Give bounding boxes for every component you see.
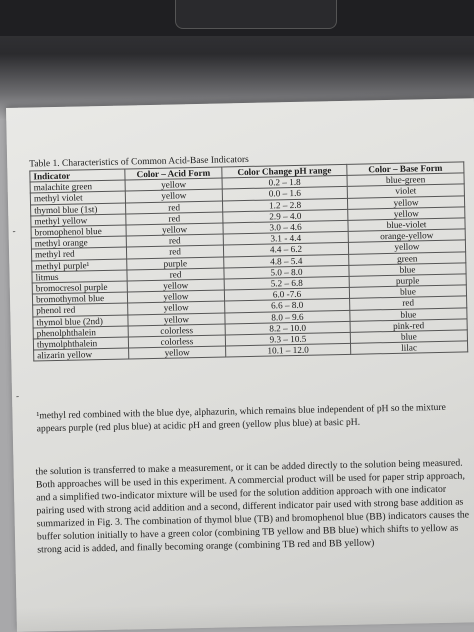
base-color-cell: orange-yellow — [348, 229, 465, 243]
base-color-cell: pink-red — [350, 319, 467, 333]
base-color-cell: blue — [350, 330, 467, 344]
indicator-name-cell: methyl yellow — [31, 214, 126, 227]
indicator-name-cell: methyl orange — [31, 236, 126, 249]
ph-range-cell: 0.2 – 1.8 — [222, 176, 347, 190]
base-color-cell: blue — [350, 308, 467, 322]
ph-range-cell: 4.4 – 6.2 — [223, 243, 348, 257]
page-shadow — [16, 598, 474, 632]
base-color-cell: lilac — [351, 341, 468, 355]
ph-range-cell: 4.8 – 5.4 — [224, 254, 349, 268]
body-paragraph: the solution is transferred to make a measurement, or it can be added directly to the solution being measured. Both approaches will be used in this experiment. A commercial product will be used for paper strip approach, and a simplified two-indicator mixture will be used for the solution addition approach with one indicator pairing used with strong acid addition and a second, different indicator pair used with strong base addition as summarized in Fig. 3. The combination of thymol blue (TB) and bromophenol blue (BB) indicators causes the buffer solution initially to have a green color (combining TB yellow and BB blue) which shifts to yellow as strong acid is added, and finally becoming orange (combining TB red and BB yellow) — [35, 457, 470, 556]
indicator-name-cell: thymol blue (1st) — [31, 203, 126, 216]
acid-color-cell: red — [126, 245, 223, 258]
indicator-table — [29, 161, 468, 362]
acid-color-cell: red — [126, 234, 223, 247]
ph-range-cell: 8.2 – 10.0 — [225, 321, 350, 335]
indicator-name-cell: bromothymol blue — [32, 292, 127, 305]
base-color-cell: blue — [349, 285, 466, 299]
base-color-cell: purple — [349, 274, 466, 288]
acid-color-cell: red — [126, 212, 223, 225]
ph-range-cell: 5.0 – 8.0 — [224, 265, 349, 279]
indicator-name-cell: bromophenol blue — [31, 225, 126, 238]
ph-range-cell: 10.1 – 12.0 — [226, 344, 351, 358]
base-color-cell: violet — [347, 184, 464, 198]
header-ph-range: Color Change pH range — [222, 164, 347, 178]
acid-color-cell: colorless — [128, 335, 225, 348]
ph-range-cell: 3.1 - 4.4 — [223, 232, 348, 246]
base-color-cell: yellow — [347, 196, 464, 210]
acid-color-cell: yellow — [125, 189, 222, 202]
base-color-cell: yellow — [348, 240, 465, 254]
acid-color-cell: yellow — [125, 178, 222, 191]
document-page — [6, 98, 474, 632]
indicator-name-cell: phenolphthalein — [33, 326, 128, 339]
margin-mark: - — [15, 390, 20, 401]
header-indicator: Indicator — [30, 169, 125, 182]
acid-color-cell: yellow — [129, 346, 226, 359]
indicator-name-cell: malachite green — [30, 180, 125, 193]
indicator-name-cell: methyl purple¹ — [32, 259, 127, 272]
header-base-color: Color – Base Form — [347, 162, 464, 176]
indicator-name-cell: methyl red — [31, 247, 126, 260]
ph-range-cell: 3.0 – 4.6 — [223, 220, 348, 234]
ph-range-cell: 8.0 – 9.6 — [225, 310, 350, 324]
acid-color-cell: yellow — [128, 301, 225, 314]
acid-color-cell: yellow — [126, 223, 223, 236]
indicator-name-cell: phenol red — [33, 303, 128, 316]
ph-range-cell: 5.2 – 6.8 — [224, 276, 349, 290]
trackpad-edge — [175, 0, 337, 29]
base-color-cell: yellow — [348, 207, 465, 221]
acid-color-cell: colorless — [128, 324, 225, 337]
base-color-cell: green — [349, 252, 466, 266]
ph-range-cell: 6.0 -7.6 — [224, 288, 349, 302]
acid-color-cell: purple — [127, 257, 224, 270]
header-acid-color: Color – Acid Form — [125, 167, 222, 180]
indicator-name-cell: methyl violet — [30, 191, 125, 204]
indicator-name-cell: bromocresol purple — [32, 281, 127, 294]
indicator-name-cell: thymol blue (2nd) — [33, 315, 128, 328]
acid-color-cell: red — [126, 201, 223, 214]
base-color-cell: blue — [349, 263, 466, 277]
indicator-name-cell: thymolphthalein — [33, 337, 128, 350]
ph-range-cell: 6.6 – 8.0 — [225, 299, 350, 313]
ph-range-cell: 9.3 – 10.5 — [225, 332, 350, 346]
ph-range-cell: 1.2 – 2.8 — [222, 198, 347, 212]
indicator-name-cell: litmus — [32, 270, 127, 283]
base-color-cell: blue-green — [347, 173, 464, 187]
acid-color-cell: red — [127, 268, 224, 281]
base-color-cell: red — [350, 296, 467, 310]
table-body — [30, 173, 468, 361]
acid-color-cell: yellow — [127, 290, 224, 303]
margin-mark: - — [12, 225, 16, 236]
ph-range-cell: 2.9 – 4.0 — [223, 209, 348, 223]
table-caption: Table 1. Characteristics of Common Acid-Base Indicators — [29, 154, 249, 170]
table-footnote: ¹methyl red combined with the blue dye, alphazurin, which remains blue independent of pH so the mixture appears purple (red plus blue) at acidic pH and green (yellow plus blue) at basic pH. — [36, 401, 446, 434]
acid-color-cell: yellow — [128, 313, 225, 326]
base-color-cell: blue-violet — [348, 218, 465, 232]
indicator-name-cell: alizarin yellow — [34, 348, 129, 361]
acid-color-cell: yellow — [127, 279, 224, 292]
ph-range-cell: 0.0 – 1.6 — [222, 187, 347, 201]
